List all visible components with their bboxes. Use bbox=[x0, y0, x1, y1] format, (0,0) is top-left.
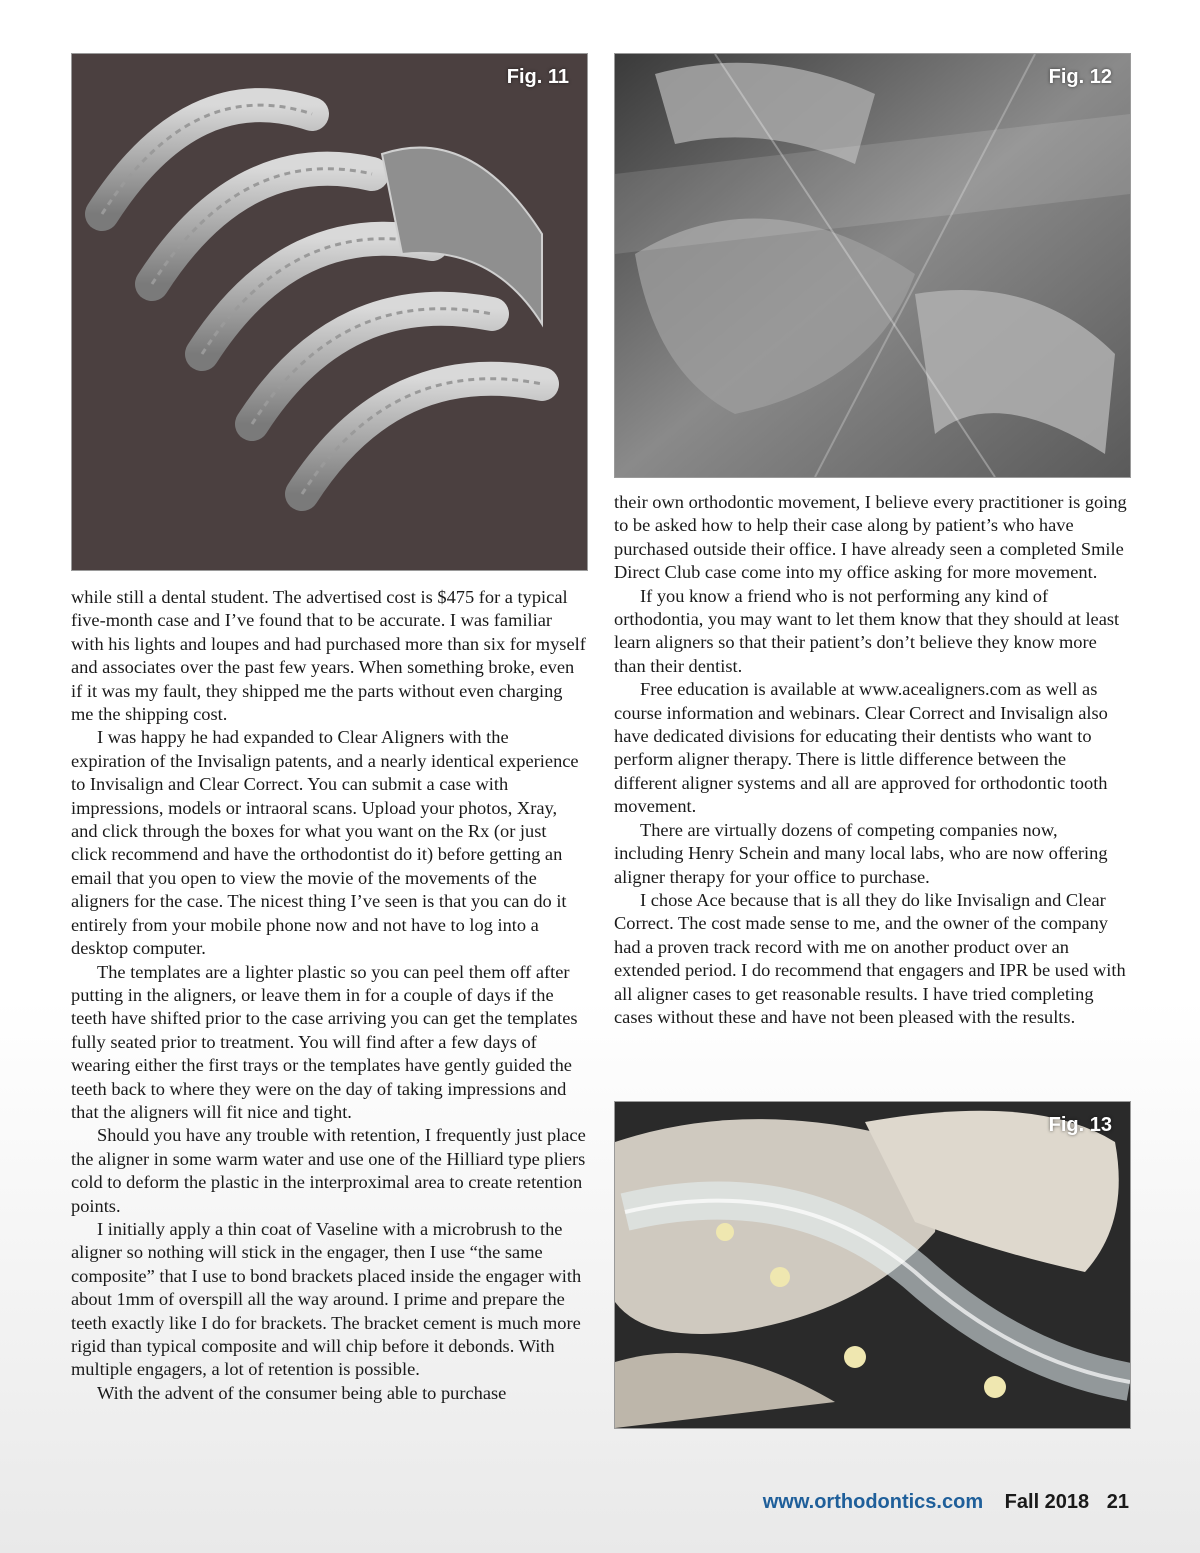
paragraph: while still a dental student. The advertised cost is $475 for a typical five-month case and I’ve found that to be accurate. I was familiar with his lights and loupes and had purchased more than six for myself and associates over the past few years. When something broke, even if it was my fault, they shipped me the parts without even charging me the shipping cost. bbox=[71, 587, 586, 725]
paragraph: I chose Ace because that is all they do like Invisalign and Clear Correct. The cost made sense to me, and the owner of the company had a proven track record with me on another product over an extended period. I do recommend that engagers and IPR be used with all aligner cases to get reasonable results. I have tried completing cases without these and have not been pleased with the results. bbox=[614, 889, 1126, 1027]
paragraph: If you know a friend who is not performing any kind of orthodontia, you may want to let them know that they should at least learn aligners so that their patient’s don’t believe they know more than their dentist. bbox=[614, 585, 1120, 676]
page-number: 21 bbox=[1106, 1491, 1129, 1513]
right-text-column bbox=[614, 491, 1129, 1029]
paragraph: The templates are a lighter plastic so you can peel them off after putting in the aligners, or leave them in for a couple of days if the teeth have shifted prior to the case arriving you can get the templates fully seated prior to treatment. You will find after a few days of wearing either the first trays or the templates have gently guided the teeth back to where they were on the day of taking impressions and that the aligners will fit nice and tight. bbox=[71, 961, 578, 1122]
paragraph: I initially apply a thin coat of Vaseline with a microbrush to the aligner so nothing will stick in the engager, then I use “the same composite” that I use to bond brackets placed inside the engager with about 1mm of overspill all the way around. I prime and prepare the teeth exactly like I do for brackets. The bracket cement is much more rigid than typical composite and will chip before it debonds. With multiple engagers, a lot of retention is possible. bbox=[71, 1218, 582, 1380]
figure-13 bbox=[614, 1101, 1131, 1429]
figure-13-image bbox=[615, 1102, 1130, 1428]
figure-13-label: Fig. 13 bbox=[1048, 1114, 1112, 1136]
figure-11-image bbox=[72, 54, 587, 570]
figure-12 bbox=[614, 53, 1131, 478]
footer-issue: Fall 2018 bbox=[1004, 1491, 1090, 1513]
left-text-column bbox=[71, 586, 586, 1405]
figure-11-label: Fig. 11 bbox=[506, 66, 569, 88]
figure-12-image bbox=[615, 54, 1130, 477]
paragraph: their own orthodontic movement, I believe every practitioner is going to be asked how to help their case along by patient’s who have purchased outside their office. I have already seen a completed Smile Direct Club case come into my office asking for more movement. bbox=[614, 492, 1127, 583]
paragraph: With the advent of the consumer being able to purchase bbox=[97, 1382, 507, 1403]
paragraph: There are virtually dozens of competing companies now, including Henry Schein and many local labs, who are now offering aligner therapy for your office to purchase. bbox=[614, 819, 1108, 887]
footer-website-link[interactable]: www.orthodontics.com bbox=[762, 1491, 984, 1513]
figure-11 bbox=[71, 53, 588, 571]
page-footer bbox=[763, 1491, 1129, 1514]
paragraph: Should you have any trouble with retention, I frequently just place the aligner in some warm water and use one of the Hilliard type pliers cold to deform the plastic in the interproximal area to create retention points. bbox=[71, 1125, 586, 1216]
paragraph: Free education is available at www.acealigners.com as well as course information and webinars. Clear Correct and Invisalign also have dedicated divisions for educating their dentists who want to perform aligner therapy. There is little difference between the different aligner systems and all are approved for orthodontic tooth movement. bbox=[614, 679, 1108, 817]
paragraph: I was happy he had expanded to Clear Aligners with the expiration of the Invisalign patents, and a nearly identical experience to Invisalign and Clear Correct. You can submit a case with impressions, models or intraoral scans. Upload your photos, Xray, and click through the boxes for what you want on the Rx (or just click recommend and have the orthodontist do it) before getting an email that you open to view the movie of the movements of the aligners for the case. The nicest thing I’ve seen is that you can do it entirely from your mobile phone now and not have to log into a desktop computer. bbox=[71, 727, 579, 959]
figure-12-label: Fig. 12 bbox=[1048, 66, 1112, 88]
